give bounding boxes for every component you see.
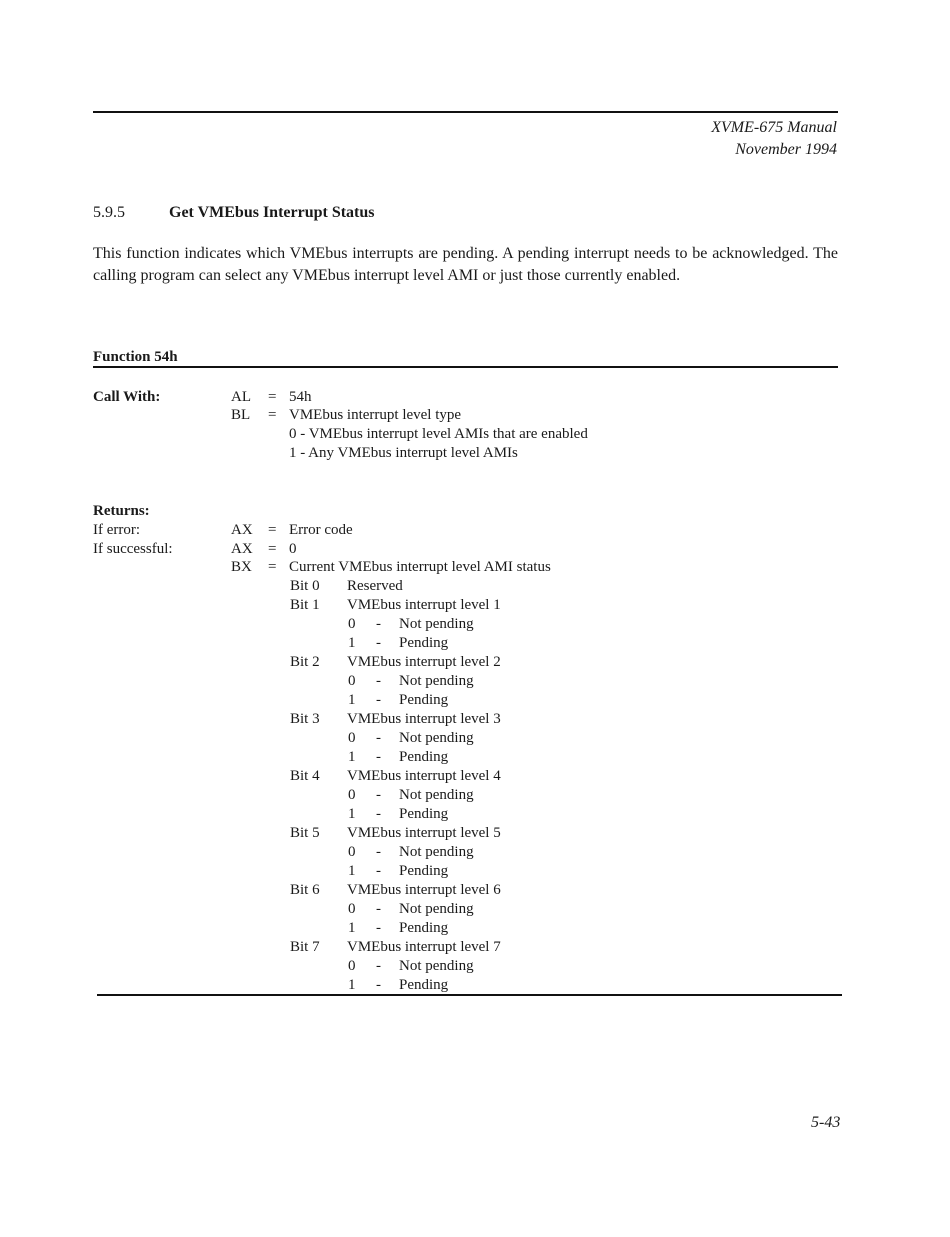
return-reg: AX (231, 522, 253, 538)
call-reg: BL (231, 407, 251, 423)
bottom-rule (97, 994, 842, 996)
returns-label: Returns: (93, 503, 150, 519)
bit-state-text: Not pending (399, 958, 474, 974)
bit-state-value: 0 (348, 901, 356, 917)
call-val: VMEbus interrupt level type (289, 407, 462, 423)
bl-option: 1 - Any VMEbus interrupt level AMIs (289, 445, 518, 461)
bl-option: 0 - VMEbus interrupt level AMIs that are enabled (289, 426, 588, 442)
return-val: 0 (289, 541, 297, 557)
bit-state-dash: - (376, 806, 381, 822)
bit-state-value: 1 (348, 749, 356, 765)
bit-state-text: Not pending (399, 673, 474, 689)
bit-state-text: Pending (399, 977, 449, 993)
bit-state-dash: - (376, 844, 381, 860)
bit-state-dash: - (376, 616, 381, 632)
bit-state-text: Pending (399, 806, 449, 822)
bit-state-dash: - (376, 692, 381, 708)
bit-state-text: Pending (399, 692, 449, 708)
bit-description: VMEbus interrupt level 2 (347, 654, 501, 670)
bit-state-value: 0 (348, 844, 356, 860)
bit-state-text: Not pending (399, 787, 474, 803)
call-val: 54h (289, 389, 312, 405)
bit-state-text: Pending (399, 863, 449, 879)
bit-state-text: Not pending (399, 730, 474, 746)
bit-state-dash: - (376, 958, 381, 974)
bit-state-dash: - (376, 749, 381, 765)
function-title: Function 54h (93, 349, 178, 365)
return-eq: = (268, 522, 277, 538)
return-eq: = (268, 541, 277, 557)
bit-state-dash: - (376, 901, 381, 917)
header-rule (93, 111, 838, 113)
bit-state-text: Not pending (399, 844, 474, 860)
bit-label: Bit 6 (290, 882, 320, 898)
call-reg: AL (231, 389, 251, 405)
call-eq: = (268, 407, 277, 423)
bit-state-value: 1 (348, 920, 356, 936)
bit-description: VMEbus interrupt level 1 (347, 597, 501, 613)
bit-state-value: 0 (348, 616, 356, 632)
bit-label: Bit 0 (290, 578, 320, 594)
bit-state-dash: - (376, 787, 381, 803)
bit-state-dash: - (376, 673, 381, 689)
bit-state-value: 1 (348, 635, 356, 651)
bit-description: VMEbus interrupt level 3 (347, 711, 501, 727)
return-val: Current VMEbus interrupt level AMI status (289, 559, 551, 575)
bit-state-value: 0 (348, 787, 356, 803)
bit-state-text: Pending (399, 635, 449, 651)
bit-state-value: 1 (348, 977, 356, 993)
bit-label: Bit 3 (290, 711, 320, 727)
return-reg: AX (231, 541, 253, 557)
return-val: Error code (289, 522, 353, 538)
bit-description: VMEbus interrupt level 7 (347, 939, 501, 955)
section-body: This function indicates which VMEbus interrupts are pending. A pending interrupt needs to be acknowledged. The calling program can select any VMEbus interrupt level AMI or just those currently enabled. (93, 245, 838, 284)
bit-label: Bit 4 (290, 768, 320, 784)
header-date: November 1994 (735, 141, 837, 158)
bit-label: Bit 7 (290, 939, 320, 955)
section-number: 5.9.5 (93, 204, 125, 221)
section-title: Get VMEbus Interrupt Status (169, 204, 375, 221)
bit-state-value: 0 (348, 958, 356, 974)
bit-description: VMEbus interrupt level 5 (347, 825, 501, 841)
bit-state-text: Not pending (399, 616, 474, 632)
bit-state-value: 1 (348, 692, 356, 708)
if-success-label: If successful: (93, 541, 173, 557)
return-reg: BX (231, 559, 252, 575)
bit-description: Reserved (347, 578, 403, 594)
header-manual-title: XVME-675 Manual (711, 119, 837, 136)
bit-state-text: Not pending (399, 901, 474, 917)
bit-state-value: 0 (348, 673, 356, 689)
call-with-label: Call With: (93, 389, 161, 405)
bit-state-value: 1 (348, 863, 356, 879)
bit-state-dash: - (376, 863, 381, 879)
bit-state-text: Pending (399, 749, 449, 765)
function-rule (93, 366, 838, 368)
bit-state-value: 0 (348, 730, 356, 746)
page-number: 5-43 (811, 1114, 841, 1131)
call-eq: = (268, 389, 277, 405)
bit-state-text: Pending (399, 920, 449, 936)
bit-state-value: 1 (348, 806, 356, 822)
bit-state-dash: - (376, 977, 381, 993)
bit-state-dash: - (376, 635, 381, 651)
bit-description: VMEbus interrupt level 6 (347, 882, 501, 898)
bit-label: Bit 5 (290, 825, 320, 841)
return-eq: = (268, 559, 277, 575)
bit-label: Bit 2 (290, 654, 320, 670)
bit-description: VMEbus interrupt level 4 (347, 768, 501, 784)
bit-state-dash: - (376, 730, 381, 746)
if-error-label: If error: (93, 522, 141, 538)
bit-state-dash: - (376, 920, 381, 936)
bit-label: Bit 1 (290, 597, 320, 613)
